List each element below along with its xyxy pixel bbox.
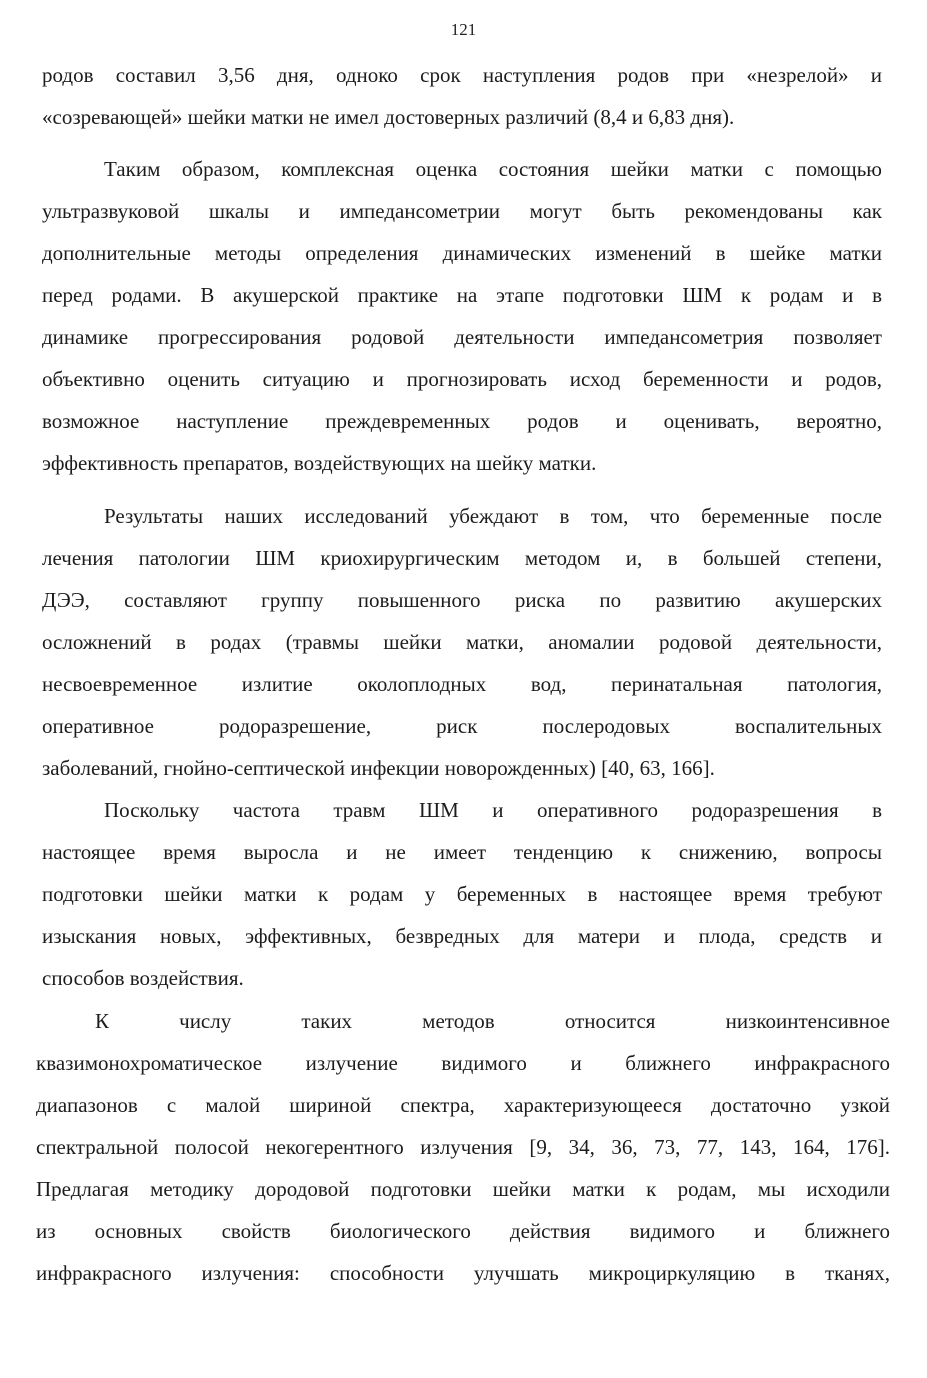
text-line: несвоевременное излитие околоплодных вод, перинатальная патология,: [42, 672, 882, 696]
text-line: спектральной полосой некогерентного излучения [9, 34, 36, 73, 77, 143, 164, 176].: [36, 1135, 890, 1159]
text-line: настоящее время выросла и не имеет тенденцию к снижению, вопросы: [42, 840, 882, 864]
text-line: ультразвуковой шкалы и импедансометрии могут быть рекомендованы как: [42, 199, 882, 223]
text-line: ДЭЭ, составляют группу повышенного риска по развитию акушерских: [42, 588, 882, 612]
text-line: объективно оценить ситуацию и прогнозировать исход беременности и родов,: [42, 367, 882, 391]
text-line: К числу таких методов относится низкоинтенсивное: [95, 1009, 890, 1033]
text-line: заболеваний, гнойно-септической инфекции новорожденных) [40, 63, 166].: [42, 756, 715, 780]
text-line: «созревающей» шейки матки не имел достоверных различий (8,4 и 6,83 дня).: [42, 105, 735, 129]
text-line: изыскания новых, эффективных, безвредных для матери и плода, средств и: [42, 924, 882, 948]
text-line: родов составил 3,56 дня, одноко срок наступления родов при «незрелой» и: [42, 63, 882, 87]
text-line: дополнительные методы определения динамических изменений в шейке матки: [42, 241, 882, 265]
text-line: эффективность препаратов, воздействующих на шейку матки.: [42, 451, 597, 475]
text-line: перед родами. В акушерской практике на этапе подготовки ШМ к родам и в: [42, 283, 882, 307]
text-line: оперативное родоразрешение, риск послеродовых воспалительных: [42, 714, 882, 738]
text-line: Таким образом, комплексная оценка состояния шейки матки с помощью: [104, 157, 882, 181]
text-line: способов воздействия.: [42, 966, 244, 990]
text-line: осложнений в родах (травмы шейки матки, аномалии родовой деятельности,: [42, 630, 882, 654]
text-line: динамике прогрессирования родовой деятельности импедансометрия позволяет: [42, 325, 882, 349]
text-line: подготовки шейки матки к родам у беременных в настоящее время требуют: [42, 882, 882, 906]
text-line: инфракрасного излучения: способности улучшать микроциркуляцию в тканях,: [36, 1261, 890, 1285]
text-line: Предлагая методику дородовой подготовки шейки матки к родам, мы исходили: [36, 1177, 890, 1201]
text-line: из основных свойств биологического действия видимого и ближнего: [36, 1219, 890, 1243]
page-number: 121: [450, 20, 477, 39]
text-line: лечения патологии ШМ криохирургическим методом и, в большей степени,: [42, 546, 882, 570]
text-line: диапазонов с малой шириной спектра, характеризующееся достаточно узкой: [36, 1093, 890, 1117]
text-line: Поскольку частота травм ШМ и оперативного родоразрешения в: [104, 798, 882, 822]
text-line: возможное наступление преждевременных родов и оценивать, вероятно,: [42, 409, 882, 433]
text-line: квазимонохроматическое излучение видимого и ближнего инфракрасного: [36, 1051, 890, 1075]
text-line: Результаты наших исследований убеждают в том, что беременные после: [104, 504, 882, 528]
